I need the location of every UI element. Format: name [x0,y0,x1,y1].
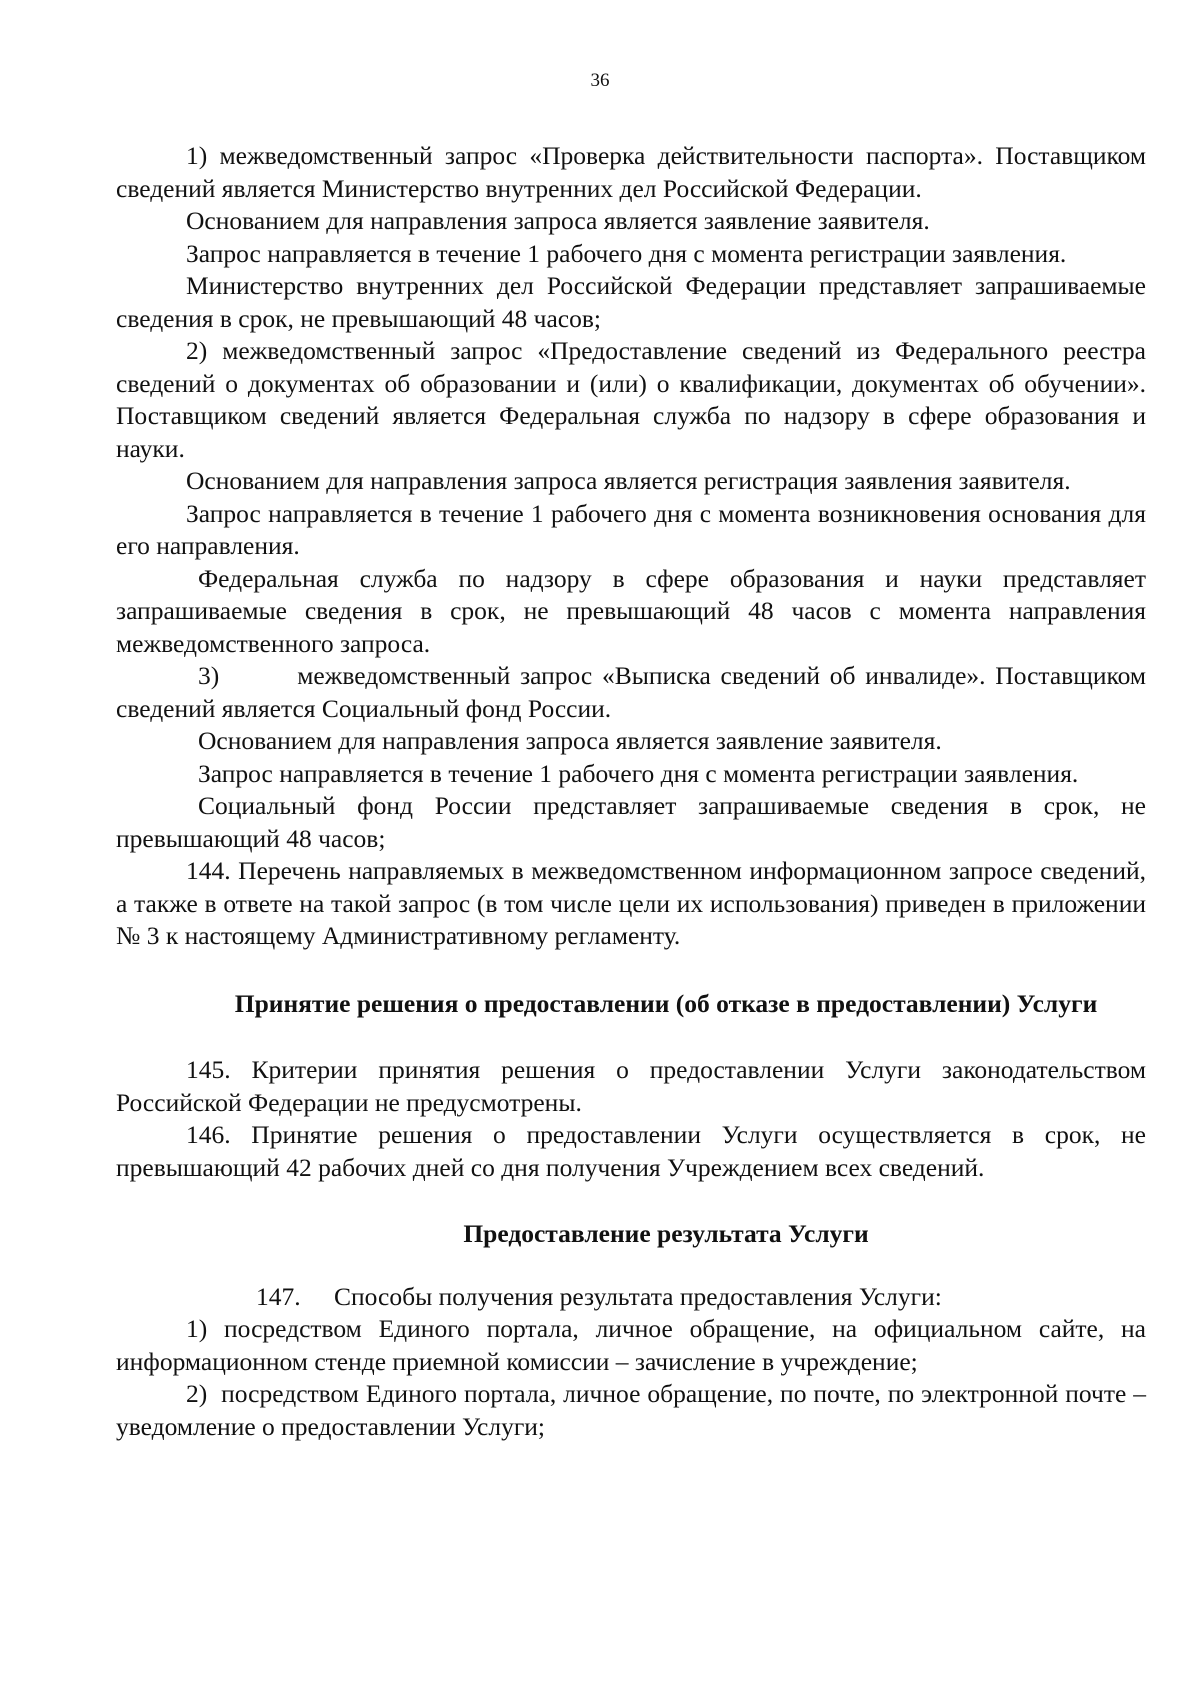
paragraph: Министерство внутренних дел Российской Федерации представляет запрашиваемые сведения в срок, не превышающий 48 часов; [116,271,1146,333]
paragraph: Основанием для направления запроса является регистрация заявления заявителя. [186,466,1071,495]
page-number: 36 [590,70,610,91]
paragraph: 145. Критерии принятия решения о предоставлении Услуги законодательством Российской Федерации не предусмотрены. [116,1055,1146,1117]
paragraph: 3) межведомственный запрос «Выписка сведений об инвалиде». Поставщиком сведений является Социальный фонд России. [116,661,1153,723]
paragraph: 144. Перечень направляемых в межведомственном информационном запросе сведений, а также в ответе на такой запрос (в том числе цели их использования) приведен в приложении № 3 к настоящему Административному регламенту. [116,856,1146,950]
section-heading: Принятие решения о предоставлении (об отказе в предоставлении) Услуги [234,988,1098,1018]
paragraph: 2) посредством Единого портала, личное обращение, по почте, по электронной почте – уведомление о предоставлении Услуги; [116,1379,1153,1441]
paragraph: 1) межведомственный запрос «Проверка действительности паспорта». Поставщиком сведений является Министерство внутренних дел Российской Федерации. [116,141,1146,203]
paragraph: Запрос направляется в течение 1 рабочего дня с момента регистрации заявления. [186,238,1067,268]
paragraph: Основанием для направления запроса является заявление заявителя. [186,206,930,235]
paragraph: Запрос направляется в течение 1 рабочего дня с момента возникновения основания для его направления. [116,498,1146,560]
section-heading: Предоставление результата Услуги [463,1219,869,1248]
document-body [116,140,1153,1443]
paragraph: Федеральная служба по надзору в сфере образования и науки представляет запрашиваемые сведения в срок, не превышающий 48 часов с момента направления межведомственного запроса. [116,563,1146,658]
paragraph [116,1281,1146,1314]
paragraph: Социальный фонд России представляет запрашиваемые сведения в срок, не превышающий 48 часов; [116,791,1146,853]
paragraph: 146. Принятие решения о предоставлении Услуги осуществляется в срок, не превышающий 42 рабочих дней со дня получения Учреждением всех сведений. [116,1120,1146,1182]
paragraph: 1) посредством Единого портала, личное обращение, на официальном сайте, на информационном стенде приемной комиссии – зачисление в учреждение; [116,1314,1146,1376]
item-number: 147. [256,1281,301,1311]
paragraph: Запрос направляется в течение 1 рабочего дня с момента регистрации заявления. [198,758,1079,788]
item-text: Способы получения результата предоставления Услуги: [334,1281,942,1311]
paragraph: 2) межведомственный запрос «Предоставление сведений из Федерального реестра сведений о документах об образовании и (или) о квалификации, документах об обучении». Поставщиком сведений является Федеральная служба по надзору в сфере образования и науки. [116,336,1146,463]
paragraph: Основанием для направления запроса является заявление заявителя. [198,726,942,755]
